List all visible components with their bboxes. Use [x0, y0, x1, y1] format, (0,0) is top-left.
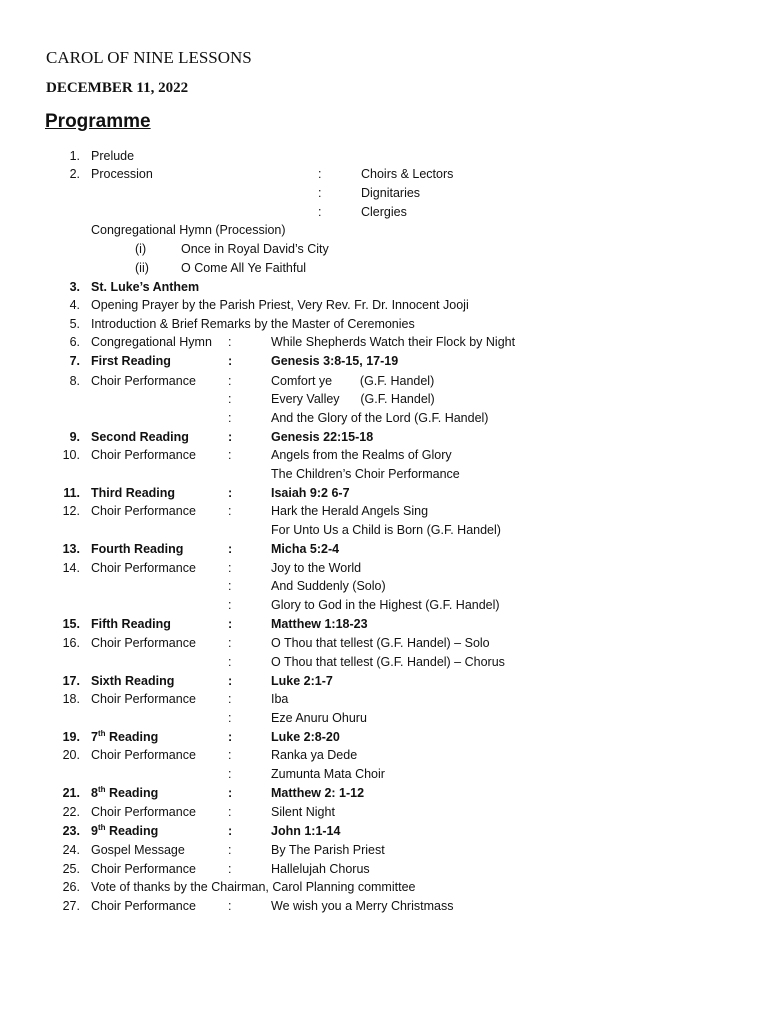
sub-item-number: (i): [135, 242, 147, 256]
document-title: CAROL OF NINE LESSONS: [46, 48, 252, 67]
item-value: By The Parish Priest: [271, 843, 385, 857]
separator-colon: :: [228, 655, 232, 669]
item-value: Zumunta Mata Choir: [271, 767, 385, 781]
item-number: 8.: [69, 374, 80, 388]
sub-item: [0, 259, 768, 277]
item-value: Luke 2:1-7: [271, 674, 333, 688]
item-label: Choir Performance: [91, 748, 196, 762]
item-label: Third Reading: [91, 486, 176, 500]
item-number: 18.: [62, 692, 80, 706]
item-number: 21.: [62, 786, 80, 800]
item-number: 4.: [69, 298, 80, 312]
ordinal-number: 7: [91, 730, 98, 744]
separator-colon: :: [228, 448, 232, 462]
item-number: 1.: [69, 149, 80, 163]
separator-colon: :: [228, 711, 232, 725]
item-number: 27.: [62, 899, 80, 913]
item-label: Vote of thanks by the Chairman, Carol Planning committee: [91, 880, 416, 894]
item-number: 16.: [62, 636, 80, 650]
separator-colon: :: [228, 862, 232, 876]
separator-colon: :: [228, 542, 233, 556]
item-value: While Shepherds Watch their Flock by Night: [271, 335, 516, 349]
separator-colon: :: [228, 805, 232, 819]
item-label: Introduction & Brief Remarks by the Master of Ceremonies: [91, 317, 415, 331]
ordinal-suffix: th: [97, 822, 106, 832]
separator-colon: :: [318, 186, 322, 200]
item-label-text: Reading: [105, 730, 159, 744]
document-date: DECEMBER 11, 2022: [46, 80, 189, 96]
item-value: Comfort ye (G.F. Handel): [271, 374, 435, 388]
item-value: For Unto Us a Child is Born (G.F. Handel): [271, 523, 501, 537]
item-label: Choir Performance: [91, 805, 196, 819]
list-item-continuation: [0, 521, 768, 539]
item-number: 9.: [69, 430, 80, 444]
item-value: Genesis 22:15-18: [271, 430, 374, 444]
item-label: St. Luke’s Anthem: [91, 280, 200, 294]
item-value: We wish you a Merry Christmass: [271, 899, 454, 913]
separator-colon: :: [228, 843, 232, 857]
item-label: Congregational Hymn (Procession): [91, 223, 286, 237]
list-item-continuation: [0, 596, 768, 614]
list-item: [0, 860, 768, 878]
list-item: [0, 615, 768, 633]
item-label: Fourth Reading: [91, 542, 184, 556]
separator-colon: :: [228, 430, 233, 444]
item-value: Iba: [271, 692, 289, 706]
separator-colon: :: [228, 392, 232, 406]
item-number: 25.: [62, 862, 80, 876]
item-number: 10.: [62, 448, 80, 462]
item-label: [91, 728, 158, 746]
list-item: [0, 897, 768, 915]
list-item: [0, 333, 768, 351]
item-number: 11.: [63, 486, 80, 500]
item-value: Matthew 1:18-23: [271, 617, 368, 631]
item-value: And Suddenly (Solo): [271, 579, 386, 593]
item-value: Matthew 2: 1-12: [271, 786, 365, 800]
list-item: [0, 502, 768, 520]
separator-colon: :: [228, 767, 232, 781]
list-item: [0, 372, 768, 390]
separator-colon: :: [228, 674, 233, 688]
separator-colon: :: [228, 730, 233, 744]
item-number: 20.: [62, 748, 80, 762]
list-item: [0, 559, 768, 577]
separator-colon: :: [228, 486, 233, 500]
list-item-continuation: [0, 653, 768, 671]
list-item-continuation: [0, 203, 768, 221]
list-item: [0, 746, 768, 764]
list-item-continuation: [0, 390, 768, 408]
item-value: John 1:1-14: [271, 824, 341, 838]
list-item-continuation: [0, 465, 768, 483]
item-value: Isaiah 9:2 6-7: [271, 486, 350, 500]
list-item: [0, 221, 768, 239]
item-number: 15.: [62, 617, 80, 631]
separator-colon: :: [228, 579, 232, 593]
item-label: [91, 784, 158, 802]
item-value: The Children’s Choir Performance: [271, 467, 460, 481]
sub-item-number: (ii): [135, 261, 149, 275]
ordinal-number: 8: [91, 786, 98, 800]
item-number: 6.: [69, 335, 80, 349]
item-label: Opening Prayer by the Parish Priest, Very Rev. Fr. Dr. Innocent Jooji: [91, 298, 469, 312]
separator-colon: :: [228, 692, 232, 706]
list-item-continuation: [0, 409, 768, 427]
list-item: [0, 878, 768, 896]
item-label: Choir Performance: [91, 636, 196, 650]
item-value: O Thou that tellest (G.F. Handel) – Chorus: [271, 655, 505, 669]
ordinal-number: 9: [91, 824, 98, 838]
item-label: Gospel Message: [91, 843, 185, 857]
list-item: [0, 822, 768, 840]
item-value: Luke 2:8-20: [271, 730, 340, 744]
item-label-text: Reading: [105, 824, 159, 838]
list-item: [0, 728, 768, 746]
item-value: Choirs & Lectors: [361, 167, 454, 181]
item-label: Prelude: [91, 149, 135, 163]
item-number: 22.: [62, 805, 80, 819]
item-label: Choir Performance: [91, 374, 196, 388]
item-number: 17.: [62, 674, 80, 688]
separator-colon: :: [228, 899, 232, 913]
separator-colon: :: [318, 205, 322, 219]
list-item: [0, 484, 768, 502]
separator-colon: :: [228, 598, 232, 612]
item-number: 2.: [69, 167, 80, 181]
separator-colon: :: [228, 786, 233, 800]
item-number: 23.: [62, 824, 80, 838]
item-value: And the Glory of the Lord (G.F. Handel): [271, 411, 489, 425]
separator-colon: :: [228, 411, 232, 425]
item-label: [91, 822, 158, 840]
item-value: O Thou that tellest (G.F. Handel) – Solo: [271, 636, 490, 650]
item-number: 14.: [62, 561, 80, 575]
item-value: Hark the Herald Angels Sing: [271, 504, 429, 518]
item-value: Clergies: [361, 205, 407, 219]
item-label: Sixth Reading: [91, 674, 175, 688]
item-label: Choir Performance: [91, 862, 196, 876]
item-value: Ranka ya Dede: [271, 748, 358, 762]
item-label: Procession: [91, 167, 153, 181]
separator-colon: :: [228, 335, 232, 349]
separator-colon: :: [318, 167, 322, 181]
item-number: 3.: [69, 280, 80, 294]
item-number: 26.: [62, 880, 80, 894]
ordinal-suffix: th: [97, 784, 106, 794]
item-number: 7.: [69, 354, 80, 368]
list-item: [0, 540, 768, 558]
item-value: Every Valley (G.F. Handel): [271, 392, 435, 406]
separator-colon: :: [228, 748, 232, 762]
item-value: Eze Anuru Ohuru: [271, 711, 367, 725]
item-value: Joy to the World: [271, 561, 362, 575]
list-item: [0, 446, 768, 464]
list-item: [0, 315, 768, 333]
item-label: Second Reading: [91, 430, 189, 444]
item-value: Genesis 3:8-15, 17-19: [271, 354, 399, 368]
separator-colon: :: [228, 824, 233, 838]
item-number: 12.: [62, 504, 80, 518]
ordinal-suffix: th: [97, 728, 106, 738]
item-number: 19.: [62, 730, 80, 744]
item-label: Choir Performance: [91, 448, 196, 462]
item-label: Fifth Reading: [91, 617, 171, 631]
list-item: [0, 352, 768, 370]
item-label: Choir Performance: [91, 692, 196, 706]
list-item: [0, 690, 768, 708]
item-value: Hallelujah Chorus: [271, 862, 370, 876]
item-number: 24.: [62, 843, 80, 857]
separator-colon: :: [228, 354, 233, 368]
item-label: Congregational Hymn: [91, 335, 212, 349]
item-label: First Reading: [91, 354, 171, 368]
item-value: Dignitaries: [361, 186, 421, 200]
sub-item-text: Once in Royal David’s City: [181, 242, 329, 256]
list-item: [0, 784, 768, 802]
item-label: Choir Performance: [91, 561, 196, 575]
item-label: Choir Performance: [91, 899, 196, 913]
item-value: Silent Night: [271, 805, 335, 819]
item-number: 13.: [62, 542, 80, 556]
sub-item-text: O Come All Ye Faithful: [181, 261, 307, 275]
separator-colon: :: [228, 504, 232, 518]
item-value: Glory to God in the Highest (G.F. Handel): [271, 598, 500, 612]
list-item-continuation: [0, 184, 768, 202]
list-item: [0, 634, 768, 652]
list-item: [0, 296, 768, 314]
sub-item: [0, 240, 768, 258]
item-value: Micha 5:2-4: [271, 542, 340, 556]
separator-colon: :: [228, 617, 233, 631]
list-item: [0, 841, 768, 859]
list-item: [0, 672, 768, 690]
item-number: 5.: [69, 317, 80, 331]
list-item-continuation: [0, 709, 768, 727]
separator-colon: :: [228, 374, 232, 388]
item-value: Angels from the Realms of Glory: [271, 448, 452, 462]
list-item: [0, 278, 768, 296]
list-item-continuation: [0, 765, 768, 783]
programme-heading: Programme: [45, 111, 151, 132]
list-item: [0, 428, 768, 446]
list-item: [0, 803, 768, 821]
separator-colon: :: [228, 561, 232, 575]
separator-colon: :: [228, 636, 232, 650]
list-item-continuation: [0, 577, 768, 595]
item-label: Choir Performance: [91, 504, 196, 518]
item-label-text: Reading: [105, 786, 159, 800]
list-item: [0, 147, 768, 165]
list-item: [0, 165, 768, 183]
